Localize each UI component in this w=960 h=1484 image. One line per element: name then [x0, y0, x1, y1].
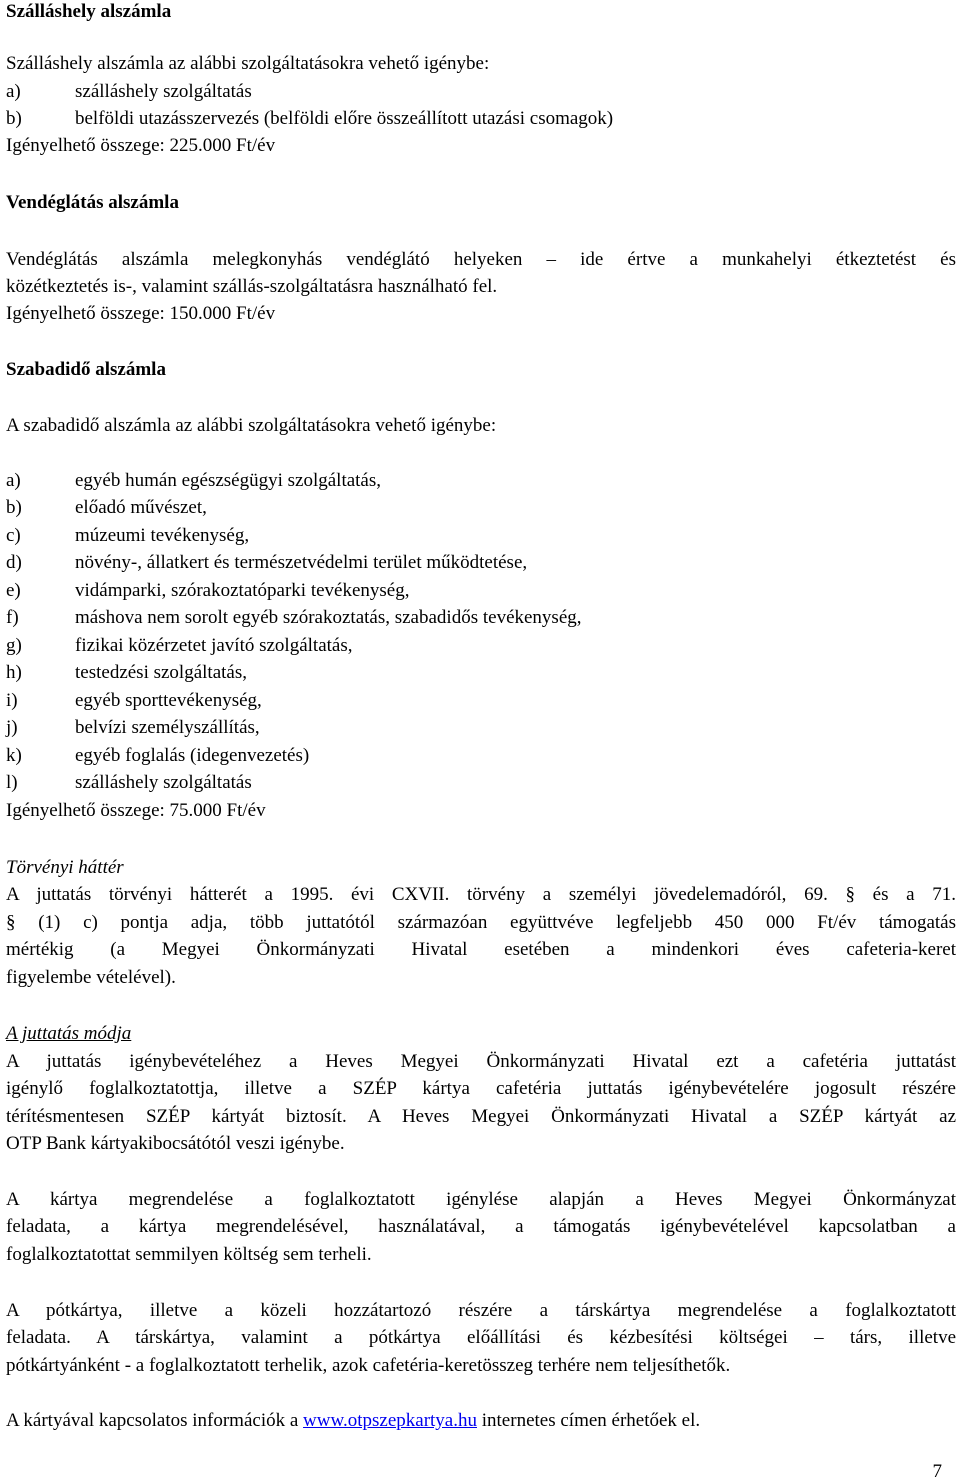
legal-line-1: A juttatás törvényi hátterét a 1995. évi CXVII. törvény a személyi jövedelemadóról, 69. § és a 71.	[6, 884, 956, 905]
list-marker: j)	[6, 717, 18, 738]
method-p1-line-2: igénylő foglalkoztatottja, illetve a SZÉP kártya cafetéria juttatás igénybevételére jogosult részére	[6, 1078, 956, 1099]
legal-line-4: figyelembe vételével).	[6, 967, 176, 988]
list-text: belvízi személyszállítás,	[75, 717, 260, 738]
otp-szep-website-link[interactable]: www.otpszepkartya.hu	[303, 1410, 477, 1431]
leisure-intro: A szabadidő alszámla az alábbi szolgáltatásokra vehető igénybe:	[6, 415, 497, 436]
catering-paragraph-line-2: közétkeztetés is-, valamint szállás-szolgáltatásra használható fel.	[6, 276, 498, 297]
list-marker: g)	[6, 635, 22, 656]
list-marker: b)	[6, 497, 22, 518]
section-title-catering: Vendéglátás alszámla	[6, 192, 179, 213]
list-text: vidámparki, szórakoztatóparki tevékenység,	[75, 580, 410, 601]
legal-line-2: § (1) c) pontja adja, több juttatótól származóan együttvéve legfeljebb 450 000 Ft/év támogatás	[6, 912, 956, 933]
list-text: szálláshely szolgáltatás	[75, 81, 252, 102]
section-title-accommodation: Szálláshely alszámla	[6, 1, 172, 22]
list-text: máshova nem sorolt egyéb szórakoztatás, szabadidős tevékenység,	[75, 607, 582, 628]
method-p1-line-1: A juttatás igénybevételéhez a Heves Megyei Önkormányzati Hivatal ezt a cafetéria juttatást	[6, 1051, 956, 1072]
method-p2-line-3: foglalkoztatottat semmilyen költség sem terheli.	[6, 1244, 372, 1265]
accommodation-amount: Igényelhető összege: 225.000 Ft/év	[6, 135, 276, 156]
method-p2-line-1: A kártya megrendelése a foglalkoztatott igénylése alapján a Heves Megyei Önkormányzat	[6, 1189, 956, 1210]
list-marker: a)	[6, 81, 21, 102]
list-marker: e)	[6, 580, 21, 601]
method-p3-line-2: feladata. A társkártya, valamint a pótkártya előállítási és kézbesítési költségei – társ, illetve	[6, 1327, 956, 1348]
card-info-line	[6, 1409, 700, 1433]
list-text: múzeumi tevékenység,	[75, 525, 250, 546]
list-marker: k)	[6, 745, 22, 766]
method-p2-line-2: feladata, a kártya megrendelésével, használatával, a támogatás igénybevételével kapcsolatban a	[6, 1216, 956, 1237]
list-marker: l)	[6, 772, 18, 793]
method-p3-line-3: pótkártyánként - a foglalkoztatott terhelik, azok cafetéria-keretösszeg terhére nem teljesíthetők.	[6, 1355, 731, 1376]
list-text: egyéb foglalás (idegenvezetés)	[75, 745, 310, 766]
list-marker: f)	[6, 607, 19, 628]
list-text: egyéb sporttevékenység,	[75, 690, 262, 711]
method-p3-line-1: A pótkártya, illetve a közeli hozzátartozó részére a társkártya megrendelése a foglalkoztatott	[6, 1300, 956, 1321]
accommodation-intro: Szálláshely alszámla az alábbi szolgáltatásokra vehető igénybe:	[6, 53, 490, 74]
list-marker: d)	[6, 552, 22, 573]
list-marker: a)	[6, 470, 21, 491]
list-text: növény-, állatkert és természetvédelmi terület működtetése,	[75, 552, 528, 573]
page-number: 7	[932, 1461, 942, 1482]
list-text: egyéb humán egészségügyi szolgáltatás,	[75, 470, 382, 491]
catering-amount: Igényelhető összege: 150.000 Ft/év	[6, 303, 276, 324]
section-title-legal-background: Törvényi háttér	[6, 857, 124, 878]
list-text: előadó művészet,	[75, 497, 207, 518]
list-text: testedzési szolgáltatás,	[75, 662, 247, 683]
list-marker: i)	[6, 690, 18, 711]
catering-paragraph-line-1: Vendéglátás alszámla melegkonyhás vendéglátó helyeken – ide értve a munkahelyi étkeztetést és	[6, 249, 956, 270]
list-text: fizikai közérzetet javító szolgáltatás,	[75, 635, 353, 656]
card-info-prefix: A kártyával kapcsolatos információk a	[6, 1410, 304, 1431]
method-p1-line-3: térítésmentesen SZÉP kártyát biztosít. A Heves Megyei Önkormányzati Hivatal a SZÉP kártyát az	[6, 1106, 956, 1127]
legal-line-3: mértékig (a Megyei Önkormányzati Hivatal esetében a mindenkori éves cafeteria-keret	[6, 939, 956, 960]
list-marker: b)	[6, 108, 22, 129]
card-info-suffix: internetes címen érhetőek el.	[477, 1410, 701, 1431]
list-text: belföldi utazásszervezés (belföldi előre összeállított utazási csomagok)	[75, 108, 614, 129]
list-marker: h)	[6, 662, 22, 683]
section-title-leisure: Szabadidő alszámla	[6, 359, 166, 380]
method-p1-line-4: OTP Bank kártyakibocsátótól veszi igénybe.	[6, 1133, 345, 1154]
list-marker: c)	[6, 525, 21, 546]
list-text: szálláshely szolgáltatás	[75, 772, 252, 793]
leisure-amount: Igényelhető összege: 75.000 Ft/év	[6, 800, 266, 821]
section-title-benefit-method: A juttatás módja	[6, 1023, 132, 1044]
